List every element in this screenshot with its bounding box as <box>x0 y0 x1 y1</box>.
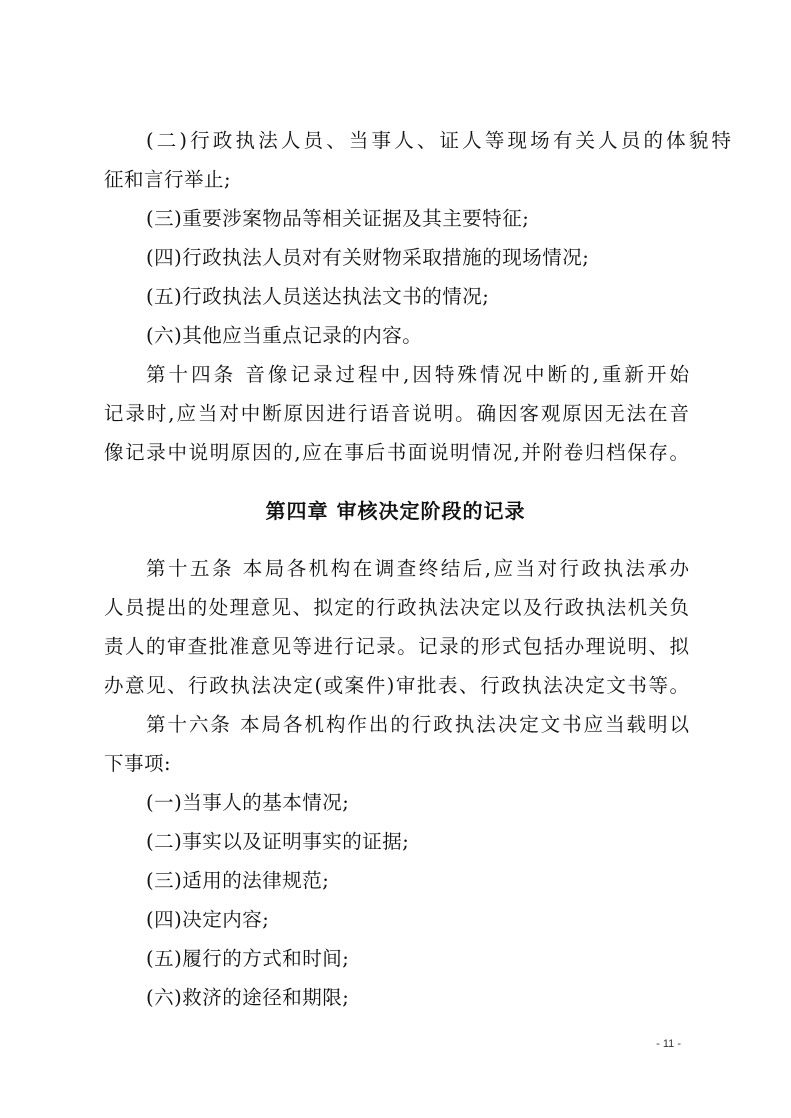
paragraph-line: 下事项: <box>104 752 172 775</box>
paragraph-line: 人员提出的处理意见、拟定的行政执法决定以及行政执法机关负 <box>104 596 689 619</box>
paragraph-line: 记录时,应当对中断原因进行语音说明。确因客观原因无法在音 <box>104 402 689 425</box>
page-number: - 11 - <box>656 1038 681 1050</box>
list-item: (三)适用的法律规范; <box>146 869 330 892</box>
paragraph-line: (二)行政执法人员、当事人、证人等现场有关人员的体貌特 <box>146 129 731 152</box>
article-14-line: 第十四条 音像记录过程中,因特殊情况中断的,重新开始 <box>146 363 689 386</box>
list-item: (一)当事人的基本情况; <box>146 791 350 814</box>
list-item: (五)行政执法人员送达执法文书的情况; <box>146 285 490 308</box>
article-15-line: 第十五条 本局各机构在调查终结后,应当对行政执法承办 <box>146 557 689 580</box>
paragraph-line: 征和言行举止; <box>104 168 232 191</box>
list-item: (二)事实以及证明事实的证据; <box>146 830 410 853</box>
list-item: (四)决定内容; <box>146 908 270 931</box>
list-item: (三)重要涉案物品等相关证据及其主要特征; <box>146 207 530 230</box>
paragraph-line: 像记录中说明原因的,应在事后书面说明情况,并附卷归档保存。 <box>104 441 689 464</box>
article-16-line: 第十六条 本局各机构作出的行政执法决定文书应当载明以 <box>146 713 689 736</box>
list-item: (五)履行的方式和时间; <box>146 947 350 970</box>
paragraph-line: 责人的审查批准意见等进行记录。记录的形式包括办理说明、拟 <box>104 635 689 658</box>
list-item: (六)救济的途径和期限; <box>146 986 350 1009</box>
paragraph-line: 办意见、行政执法决定(或案件)审批表、行政执法决定文书等。 <box>104 674 689 697</box>
list-item: (六)其他应当重点记录的内容。 <box>146 324 423 347</box>
chapter-heading: 第四章 审核决定阶段的记录 <box>265 499 526 523</box>
list-item: (四)行政执法人员对有关财物采取措施的现场情况; <box>146 246 590 269</box>
